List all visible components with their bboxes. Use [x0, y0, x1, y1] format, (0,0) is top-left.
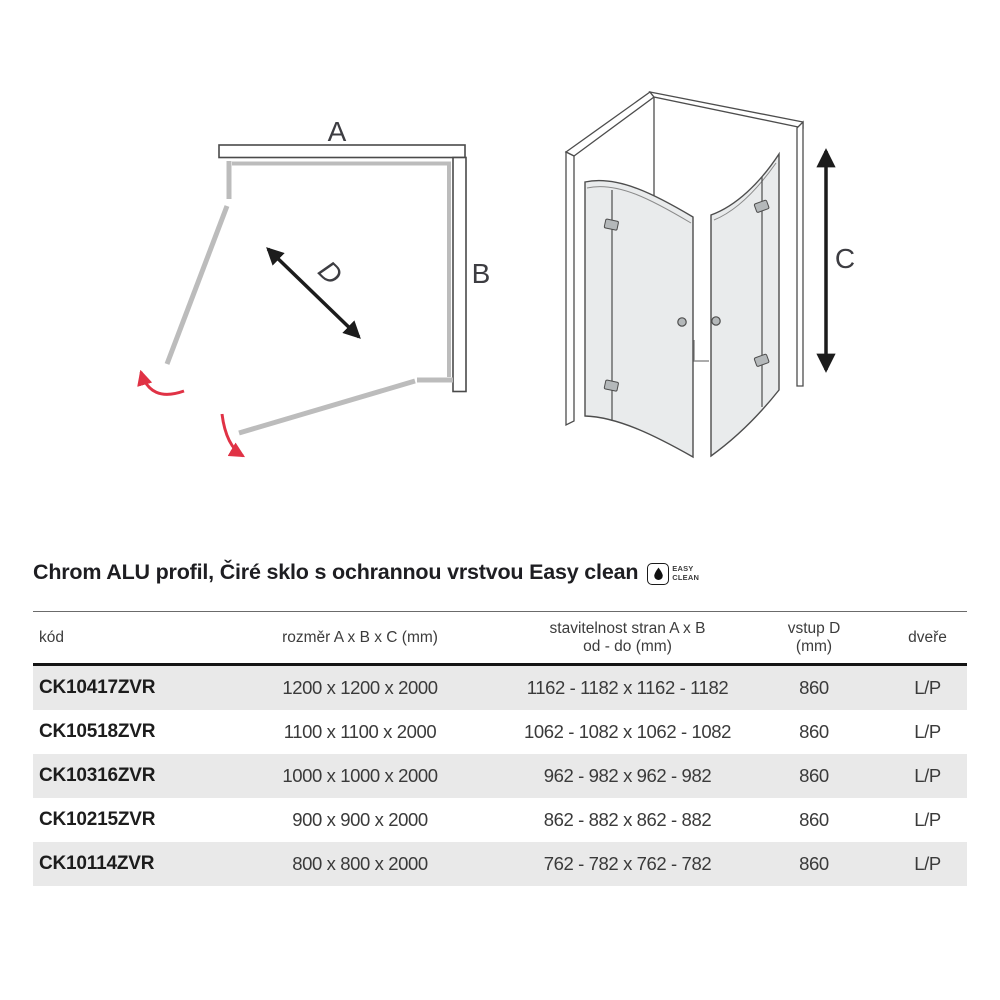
- header-stavitelnost-line2: od - do (mm): [583, 637, 672, 655]
- cell-dvere: L/P: [914, 721, 941, 742]
- cell-vstup: 860: [799, 677, 829, 698]
- easy-clean-label-line1: EASY: [672, 564, 694, 574]
- cell-vstup: 860: [799, 853, 829, 874]
- top-view-diagram: [120, 92, 500, 482]
- cell-stavitelnost: 1162 - 1182 x 1162 - 1182: [526, 677, 729, 698]
- wall-top-edge-right: [650, 92, 803, 128]
- header-vstup-line1: vstup D: [787, 619, 841, 637]
- wall-b: [453, 158, 466, 392]
- header-stavitelnost: [515, 612, 740, 665]
- cell-kod: CK10114ZVR: [39, 853, 155, 874]
- label-dimension-a: A: [327, 116, 347, 147]
- heading-row: [33, 560, 967, 585]
- door-left-open: [167, 206, 227, 364]
- label-dimension-b: B: [471, 258, 491, 289]
- swing-arrow-left-icon: [141, 372, 184, 394]
- cell-vstup: 860: [799, 809, 829, 830]
- easy-clean-label: [672, 565, 699, 582]
- cell-vstup: 860: [799, 765, 829, 786]
- table-header-row: [33, 612, 967, 665]
- cell-kod: CK10316ZVR: [39, 765, 156, 786]
- cell-kod: CK10417ZVR: [39, 677, 156, 698]
- table-row: [33, 665, 967, 711]
- easy-clean-label-line2: CLEAN: [672, 572, 700, 582]
- cell-stavitelnost: 1062 - 1082 x 1062 - 1082: [523, 721, 732, 742]
- door-knob-left-icon: [678, 318, 686, 326]
- cell-rozmer: 800 x 800 x 2000: [292, 853, 428, 874]
- cell-rozmer: 1100 x 1100 x 2000: [283, 721, 437, 742]
- cell-dvere: L/P: [914, 677, 941, 698]
- glass-door-left: [585, 181, 693, 457]
- table-row: [33, 754, 967, 798]
- cell-stavitelnost: 862 - 882 x 862 - 882: [543, 809, 712, 830]
- header-kod: kód: [39, 628, 64, 646]
- header-rozmer: rozměr A x B x C (mm): [282, 628, 438, 646]
- dimension-d-arrow-icon: [268, 249, 359, 337]
- cell-rozmer: 1000 x 1000 x 2000: [282, 765, 438, 786]
- wall-top-edge-left: [566, 92, 654, 156]
- cell-kod: CK10518ZVR: [39, 721, 156, 742]
- table-row: [33, 798, 967, 842]
- header-dvere: dveře: [908, 628, 947, 646]
- cell-kod: CK10215ZVR: [39, 809, 156, 830]
- wall-edge-left: [566, 152, 574, 425]
- perspective-diagram: [555, 78, 867, 478]
- cell-stavitelnost: 762 - 782 x 762 - 782: [543, 853, 712, 874]
- door-bottom-open: [239, 381, 415, 433]
- cell-rozmer: 1200 x 1200 x 2000: [282, 677, 438, 698]
- label-dimension-c: C: [834, 243, 856, 274]
- label-dimension-d: D: [312, 254, 349, 291]
- header-stavitelnost-line1: stavitelnost stran A x B: [549, 619, 706, 637]
- water-drop-icon: [647, 563, 669, 585]
- cell-vstup: 860: [799, 721, 829, 742]
- header-vstup-line2: (mm): [795, 637, 833, 655]
- door-knob-right-icon: [712, 317, 720, 325]
- cell-dvere: L/P: [914, 765, 941, 786]
- header-vstup: [740, 612, 888, 665]
- cell-dvere: L/P: [914, 853, 941, 874]
- cell-rozmer: 900 x 900 x 2000: [292, 809, 428, 830]
- cell-dvere: L/P: [914, 809, 941, 830]
- wall-edge-right: [797, 122, 803, 386]
- spec-table: [33, 611, 967, 886]
- table-row: [33, 710, 967, 754]
- easy-clean-badge: [647, 563, 699, 585]
- page-title: Chrom ALU profil, Čiré sklo s ochrannou vrstvou Easy clean: [33, 560, 639, 584]
- table-row: [33, 842, 967, 886]
- cell-stavitelnost: 962 - 982 x 962 - 982: [543, 765, 712, 786]
